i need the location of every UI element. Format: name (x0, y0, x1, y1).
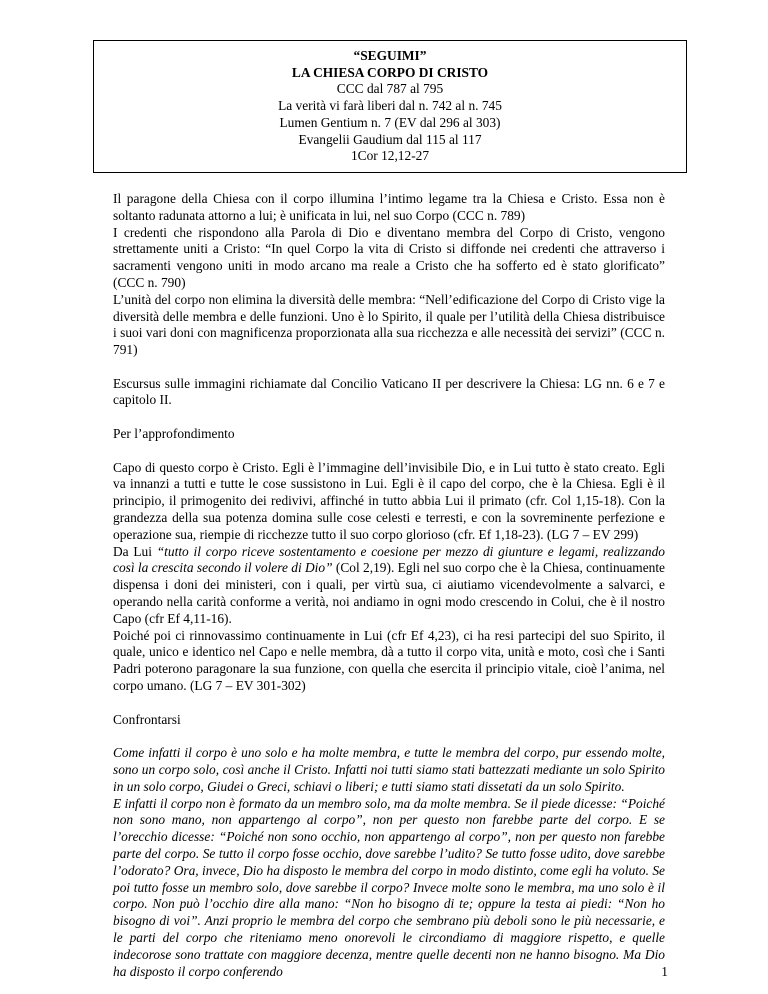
reference-line: Evangelii Gaudium dal 115 al 117 (298, 131, 482, 147)
page-number: 1 (661, 964, 668, 979)
section-heading-approfondimento: Per l’approfondimento (113, 426, 235, 442)
text-run: Da Lui (113, 543, 157, 559)
italic-quote: “tutto il corpo riceve sostentamento e coesione per mezzo di giunture e legami, realizzando così la crescita secondo il volere di Dio” (113, 543, 666, 576)
document-subtitle: LA CHIESA CORPO DI CRISTO (291, 64, 489, 80)
intro-paragraph: L’unità del corpo non elimina la diversità delle membra: “Nell’edificazione del Corpo di Cristo vige la diversità delle membra e delle funzioni. Uno è lo Spirito, il quale per l’utilità della Chiesa distribuisce i suoi vari doni con magnificenza proporzionata alla sua ricchezza e alle necessità dei servizi” (CCC n. 791) (113, 291, 665, 358)
reference-line: 1Cor 12,12-27 (350, 148, 430, 164)
section-heading-confrontarsi: Confrontarsi (113, 711, 181, 727)
approfondimento-paragraph: Poiché poi ci rinnovassimo continuamente in Lui (cfr Ef 4,23), ci ha resi partecipi del suo Spirito, il quale, unico e identico nel Capo e nelle membra, dà a tutto il corpo vita, unità e moto, così che i Santi Padri poterono paragonare la sua funzione, con quella che esercita il principio vitale, cioè l’anima, nel corpo umano. (LG 7 – EV 301-302) (113, 627, 665, 694)
excursus-paragraph: Escursus sulle immagini richiamate dal Concilio Vaticano II per descrivere la Chiesa: LG nn. 6 e 7 e capitolo II. (113, 375, 665, 408)
document-title: “SEGUIMI” (353, 48, 427, 63)
document-page (113, 40, 665, 980)
reference-line: CCC dal 787 al 795 (336, 81, 444, 97)
approfondimento-paragraph (113, 544, 665, 628)
approfondimento-paragraph: Capo di questo corpo è Cristo. Egli è l’immagine dell’invisibile Dio, e in Lui tutto è stato creato. Egli va innanzi a tutti e tutte le cose sussistono in Lui. Egli è il capo del corpo, che è la Chiesa. Egli è il principio, il primogenito dei redivivi, affinché in tutto abbia Lui il primato (cfr. Col 1,15-18). Con la grandezza della sua potenza domina sulle cose celesti e terresti, e con la sovreminente perfezione e operazione sua, riempie di ricchezze tutto il suo corpo glorioso (cfr. Ef 1,18-23). (LG 7 – EV 299) (113, 459, 665, 542)
header-box (93, 40, 687, 173)
text-run: (Col 2,19). Egli nel suo corpo che è la Chiesa, continuamente dispensa i doni dei ministeri, con i quali, per virtù sua, ci aiutiamo vicendevolmente a salvarci, e operando nella carità conforme a verità, noi andiamo in ogni modo crescendo in Colui, che è il nostro Capo (cfr Ef 4,11-16). (113, 560, 665, 626)
reference-line: Lumen Gentium n. 7 (EV dal 296 al 303) (279, 114, 501, 130)
scripture-paragraph: Come infatti il corpo è uno solo e ha molte membra, e tutte le membra del corpo, pur essendo molte, sono un corpo solo, così anche il Cristo. Infatti noi tutti siamo stati battezzati mediante un solo Spirito in un solo corpo, Giudei o Greci, schiavi o liberi; e tutti siamo stati dissetati da un solo Spirito. (113, 745, 665, 794)
document-body (113, 191, 665, 980)
intro-paragraph: I credenti che rispondono alla Parola di Dio e diventano membra del Corpo di Cristo, vengono strettamente uniti a Cristo: “In quel Corpo la vita di Cristo si diffonde nei credenti che attraverso i sacramenti vengono uniti in modo arcano ma reale a Cristo che ha sofferto ed è stato glorificato” (CCC n. 790) (113, 224, 665, 290)
scripture-paragraph: E infatti il corpo non è formato da un membro solo, ma da molte membra. Se il piede dicesse: “Poiché non sono mano, non appartengo al corpo”, non per questo non farebbe parte del corpo. E se l’orecchio dicesse: “Poiché non sono occhio, non appartengo al corpo”, non per questo non farebbe parte del corpo. Se tutto il corpo fosse occhio, dove sarebbe l’udito? Se tutto fosse udito, dove sarebbe l’odorato? Ora, invece, Dio ha disposto le membra del corpo in modo distinto, come egli ha voluto. Se poi tutto fosse un membro solo, dove sarebbe il corpo? Invece molte sono le membra, ma uno solo è il corpo. Non può l’occhio dire alla mano: “Non ho bisogno di te; oppure la testa ai piedi: “Non ho bisogno di voi”. Anzi proprio le membra del corpo che sembrano più deboli sono le più necessarie, e le parti del corpo che riteniamo meno onorevoli le circondiamo di maggiore rispetto, e quelle indecorose sono trattate con maggiore decenza, mentre quelle decenti non ne hanno bisogno. Ma Dio ha disposto il corpo conferendo (113, 795, 665, 979)
reference-line: La verità vi farà liberi dal n. 742 al n. 745 (278, 98, 502, 114)
intro-paragraph: Il paragone della Chiesa con il corpo illumina l’intimo legame tra la Chiesa e Cristo. Essa non è soltanto radunata attorno a lui; è unificata in lui, nel suo Corpo (CCC n. 789) (113, 190, 665, 223)
